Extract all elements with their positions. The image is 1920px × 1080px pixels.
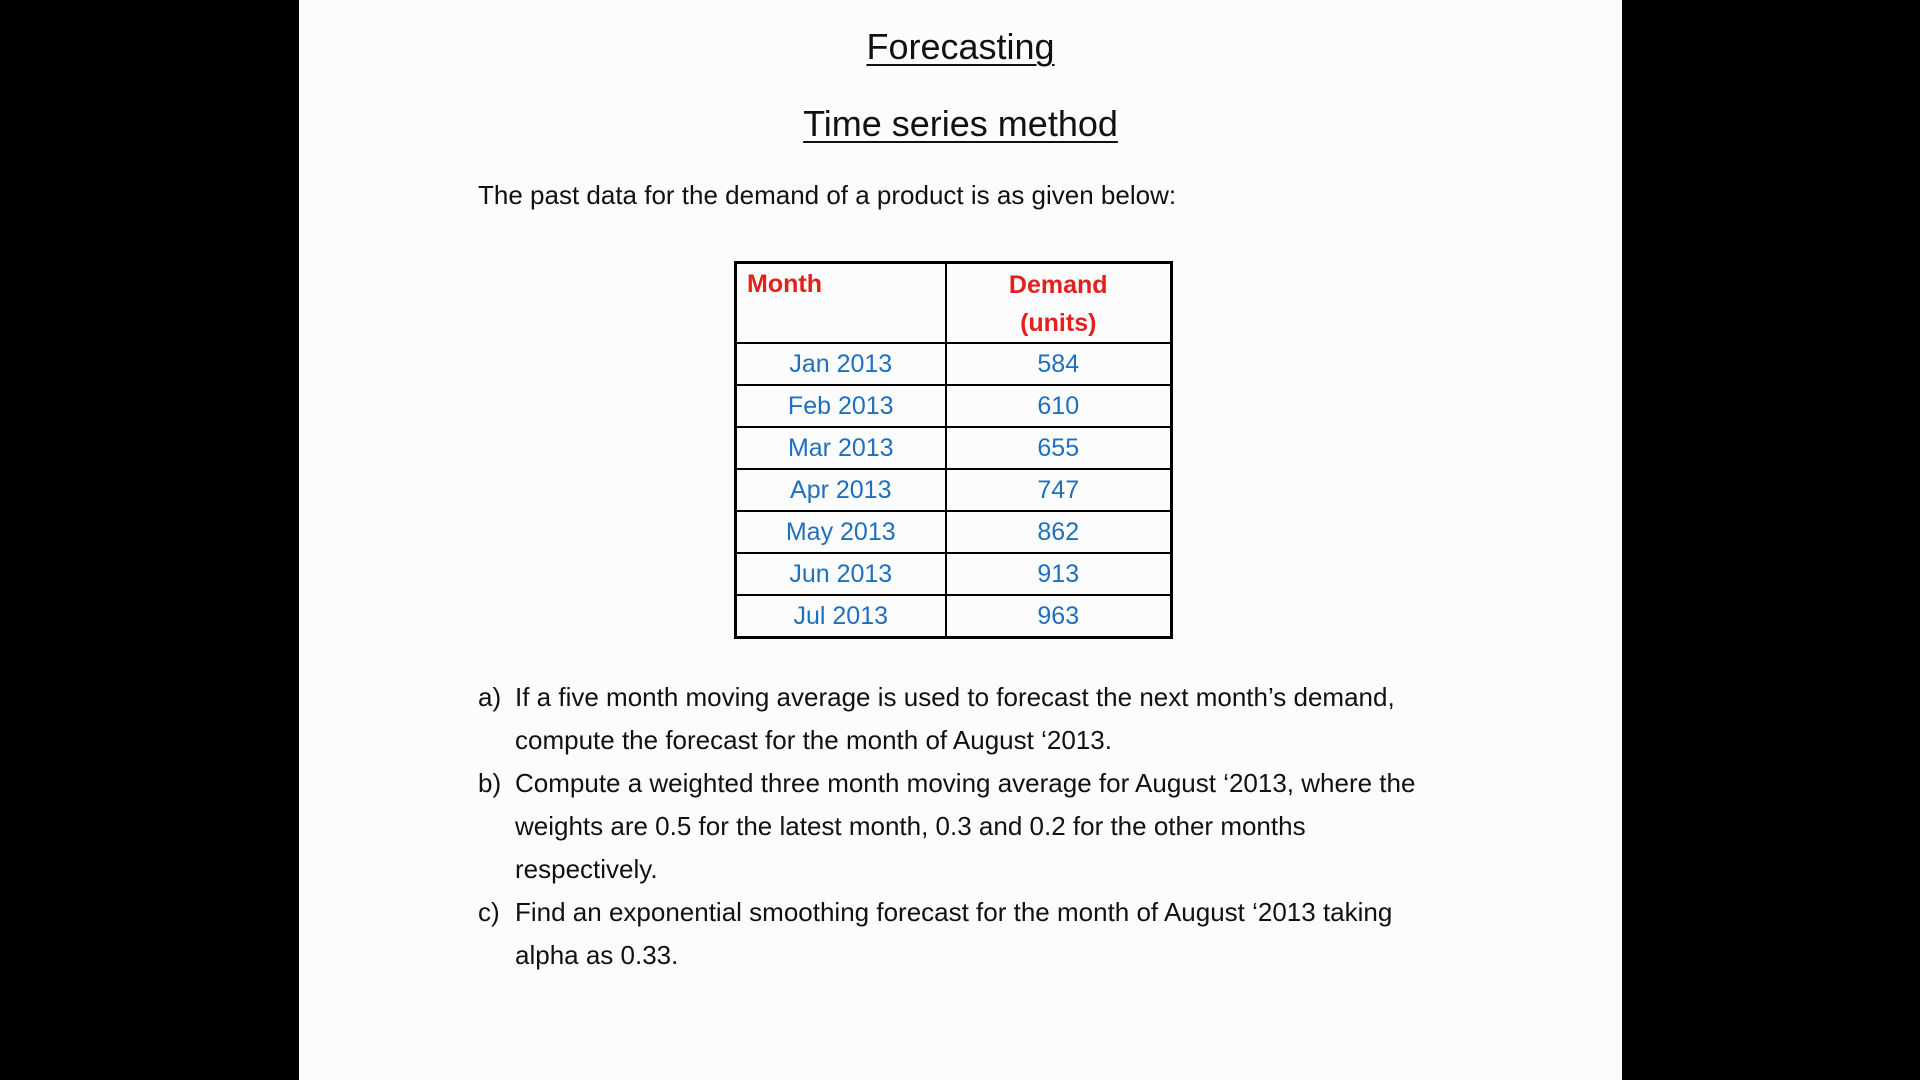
page-title: Forecasting — [866, 26, 1055, 67]
page-subtitle: Time series method — [803, 103, 1118, 144]
question-text: Find an exponential smoothing forecast for the month of August ‘2013 taking alpha as 0.33. — [515, 897, 1393, 970]
table-row — [736, 595, 1172, 638]
question-text: If a five month moving average is used to forecast the next month’s demand, compute the forecast for the month of August ‘2013. — [515, 682, 1395, 755]
cell-month: Apr 2013 — [736, 469, 946, 511]
slide — [299, 0, 1622, 1080]
cell-demand: 610 — [946, 385, 1172, 427]
question-item — [478, 762, 1438, 891]
question-item — [478, 891, 1438, 977]
table-row — [736, 385, 1172, 427]
cell-demand: 747 — [946, 469, 1172, 511]
cell-month: May 2013 — [736, 511, 946, 553]
question-letter: a) — [478, 682, 502, 712]
table-row — [736, 469, 1172, 511]
cell-month: Jun 2013 — [736, 553, 946, 595]
table-row — [736, 553, 1172, 595]
cell-month: Jul 2013 — [736, 595, 946, 638]
cell-month: Jan 2013 — [736, 343, 946, 385]
question-text: Compute a weighted three month moving average for August ‘2013, where the weights are 0.5 for the latest month, 0.3 and 0.2 for the other months respectively. — [515, 768, 1416, 884]
header-demand-line1: Demand — [1008, 271, 1108, 299]
header-demand-line2: (units) — [1020, 309, 1097, 337]
cell-demand: 862 — [946, 511, 1172, 553]
cell-month: Mar 2013 — [736, 427, 946, 469]
question-list — [478, 676, 1438, 977]
cell-demand: 655 — [946, 427, 1172, 469]
cell-month: Feb 2013 — [736, 385, 946, 427]
question-letter: c) — [478, 897, 500, 927]
table-header-row — [736, 263, 1172, 344]
intro-text: The past data for the demand of a product is as given below: — [478, 180, 1177, 210]
question-letter: b) — [478, 768, 502, 798]
table-row — [736, 427, 1172, 469]
table-row — [736, 511, 1172, 553]
header-demand — [946, 263, 1172, 344]
cell-demand: 913 — [946, 553, 1172, 595]
cell-demand: 963 — [946, 595, 1172, 638]
cell-demand: 584 — [946, 343, 1172, 385]
header-month: Month — [736, 263, 946, 344]
demand-table — [734, 261, 1173, 639]
question-item — [478, 676, 1438, 762]
table-row — [736, 343, 1172, 385]
